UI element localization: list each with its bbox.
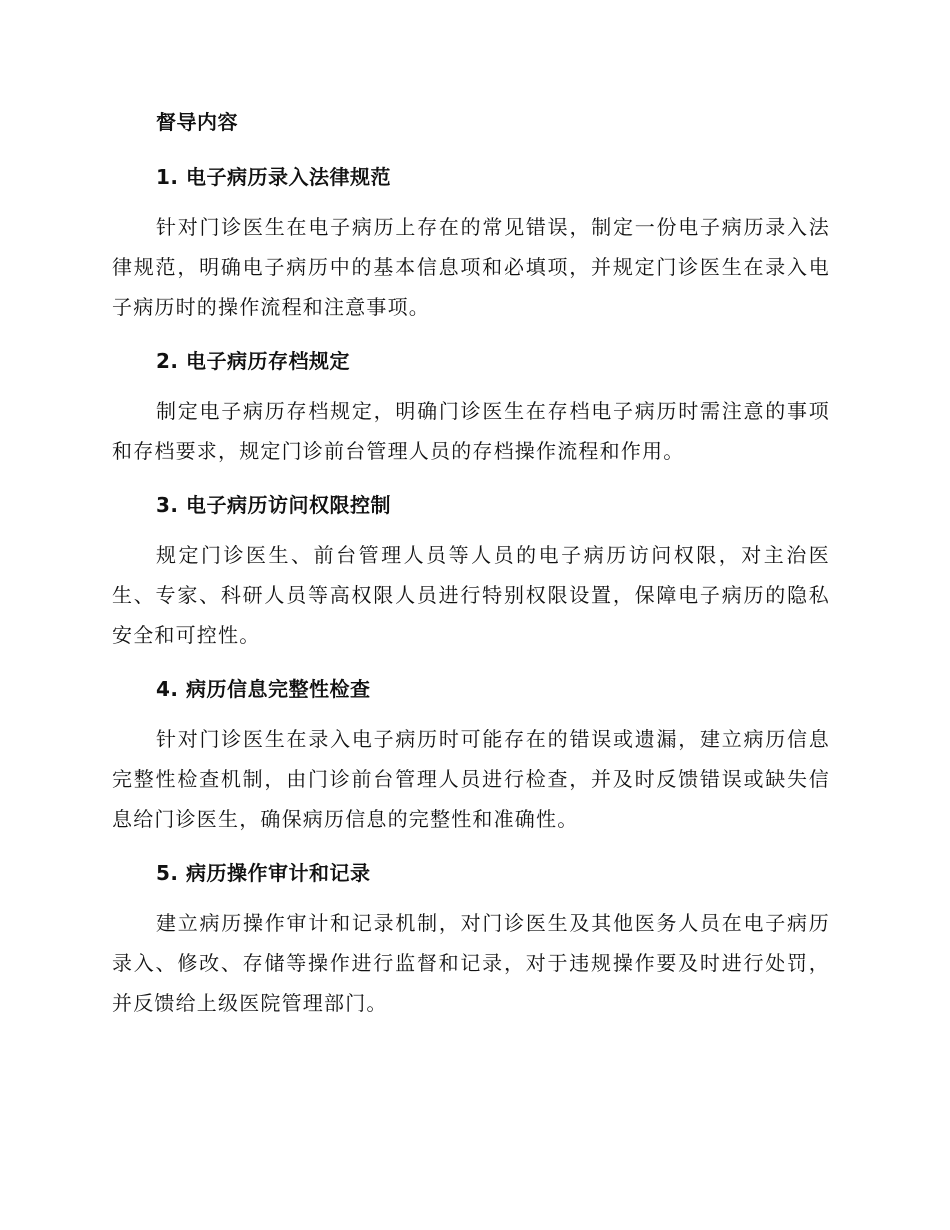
section-4-heading: 4. 病历信息完整性检查 bbox=[156, 677, 371, 701]
section-5-body: 建立病历操作审计和记录机制，对门诊医生及其他医务人员在电子病历录入、修改、存储等操作进行监督和记录，对于违规操作要及时进行处罚，并反馈给上级医院管理部门。 bbox=[112, 911, 830, 1015]
section-5-heading: 5. 病历操作审计和记录 bbox=[156, 861, 371, 885]
section-1-heading: 1. 电子病历录入法律规范 bbox=[156, 165, 391, 189]
section-4-body: 针对门诊医生在录入电子病历时可能存在的错误或遗漏，建立病历信息完整性检查机制，由门诊前台管理人员进行检查，并及时反馈错误或缺失信息给门诊医生，确保病历信息的完整性和准确性。 bbox=[112, 727, 830, 831]
section-2-body: 制定电子病历存档规定，明确门诊医生在存档电子病历时需注意的事项和存档要求，规定门诊前台管理人员的存档操作流程和作用。 bbox=[112, 399, 830, 463]
section-3-body: 规定门诊医生、前台管理人员等人员的电子病历访问权限，对主治医生、专家、科研人员等高权限人员进行特别权限设置，保障电子病历的隐私安全和可控性。 bbox=[112, 543, 830, 647]
section-3-heading: 3. 电子病历访问权限控制 bbox=[156, 493, 391, 517]
section-1-body: 针对门诊医生在电子病历上存在的常见错误，制定一份电子病历录入法律规范，明确电子病历中的基本信息项和必填项，并规定门诊医生在录入电子病历时的操作流程和注意事项。 bbox=[112, 215, 830, 319]
document-title: 督导内容 bbox=[156, 110, 238, 134]
document-content bbox=[112, 108, 830, 1023]
section-2-heading: 2. 电子病历存档规定 bbox=[156, 349, 350, 373]
